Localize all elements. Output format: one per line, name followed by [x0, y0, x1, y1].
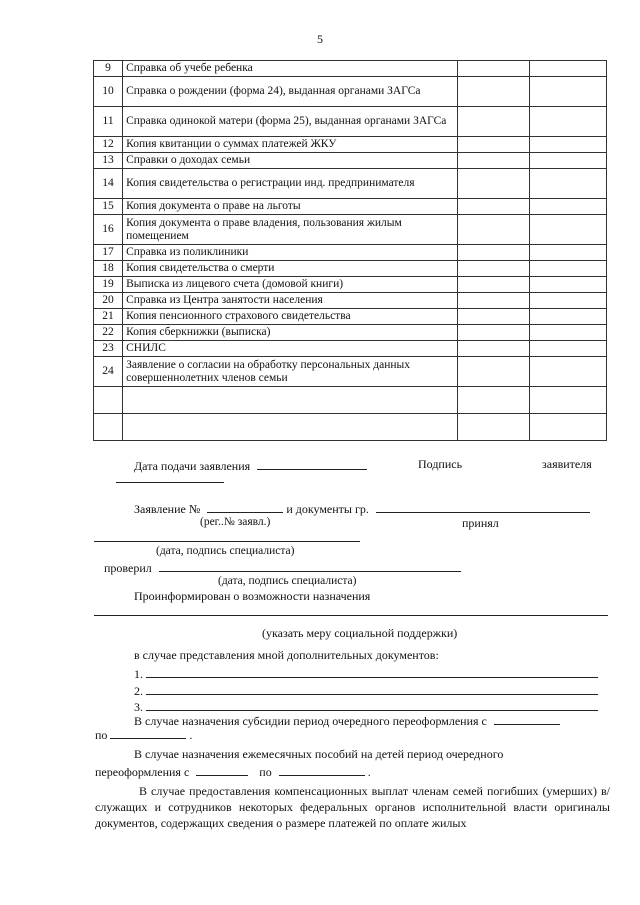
documents-table-body	[94, 61, 607, 441]
benefits-to-field[interactable]	[279, 763, 365, 776]
subsidy-from-field[interactable]	[494, 712, 560, 725]
check-cell[interactable]	[458, 387, 529, 414]
benefits-from-field[interactable]	[196, 763, 248, 776]
table-row	[94, 215, 607, 245]
date-sig-hint-2: (дата, подпись специалиста)	[218, 575, 357, 587]
subsidy-text: В случае назначения субсидии период очередного переоформления с	[134, 714, 487, 728]
reg-no-hint: (рег..№ заявл.)	[200, 516, 271, 528]
table-row	[94, 357, 607, 387]
table-row	[94, 153, 607, 169]
row-number: 22	[94, 325, 123, 341]
table-row	[94, 341, 607, 357]
check-cell[interactable]	[458, 61, 529, 77]
document-name: Копия документа о праве владения, пользования жилым помещением	[123, 215, 458, 245]
table-row	[94, 261, 607, 277]
row-number	[94, 387, 123, 414]
item-1-field[interactable]	[146, 665, 598, 678]
date-row	[134, 457, 367, 474]
subsidy-to-row	[95, 726, 192, 743]
row-number: 24	[94, 357, 123, 387]
application-row	[134, 500, 590, 517]
accepted-sign-field[interactable]	[94, 541, 360, 542]
checked-row	[104, 559, 461, 576]
document-name: Справка о рождении (форма 24), выданная органами ЗАГСа	[123, 77, 458, 107]
document-name: Копия сберкнижки (выписка)	[123, 325, 458, 341]
applicant-label: заявителя	[542, 457, 592, 471]
benefits-end: .	[367, 765, 371, 779]
row-number: 14	[94, 169, 123, 199]
note-cell[interactable]	[529, 414, 606, 441]
row-number: 11	[94, 107, 123, 137]
document-name: Справки о доходах семьи	[123, 153, 458, 169]
document-name: Копия свидетельства о регистрации инд. предпринимателя	[123, 169, 458, 199]
table-row	[94, 309, 607, 325]
note-cell[interactable]	[529, 137, 606, 153]
item-2-field[interactable]	[146, 682, 598, 695]
check-cell[interactable]	[458, 245, 529, 261]
note-cell[interactable]	[529, 277, 606, 293]
benefits-row	[95, 763, 371, 780]
row-number: 13	[94, 153, 123, 169]
row-number: 21	[94, 309, 123, 325]
check-cell[interactable]	[458, 277, 529, 293]
checked-label: проверил	[104, 561, 152, 575]
table-row	[94, 245, 607, 261]
check-cell[interactable]	[458, 77, 529, 107]
check-cell[interactable]	[458, 215, 529, 245]
item-2-label: 2.	[134, 684, 143, 698]
benefits-text-2: переоформления с	[95, 765, 190, 779]
note-cell[interactable]	[529, 215, 606, 245]
additional-docs-label: в случае представления мной дополнительных документов:	[134, 648, 439, 662]
document-name: Копия пенсионного страхового свидетельства	[123, 309, 458, 325]
item-3-label: 3.	[134, 700, 143, 714]
accepted-label: принял	[462, 516, 499, 530]
table-row	[94, 107, 607, 137]
document-name: Справка одинокой матери (форма 25), выданная органами ЗАГСа	[123, 107, 458, 137]
subsidy-to-field[interactable]	[110, 726, 186, 739]
table-row	[94, 169, 607, 199]
document-name: Справка об учебе ребенка	[123, 61, 458, 77]
note-cell[interactable]	[529, 387, 606, 414]
document-name: СНИЛС	[123, 341, 458, 357]
table-row	[94, 387, 607, 414]
check-cell[interactable]	[458, 357, 529, 387]
table-row	[94, 137, 607, 153]
signature-label: Подпись	[418, 457, 463, 471]
check-cell[interactable]	[458, 325, 529, 341]
check-cell[interactable]	[458, 293, 529, 309]
row-number: 9	[94, 61, 123, 77]
document-name: Заявление о согласии на обработку персональных данных совершеннолетних членов семьи	[123, 357, 458, 387]
documents-label: и документы гр.	[286, 502, 369, 516]
note-cell[interactable]	[529, 357, 606, 387]
table-row	[94, 277, 607, 293]
check-cell[interactable]	[458, 414, 529, 441]
document-name: Копия документа о праве на льготы	[123, 199, 458, 215]
table-row	[94, 77, 607, 107]
document-name: Копия свидетельства о смерти	[123, 261, 458, 277]
check-cell[interactable]	[458, 261, 529, 277]
check-cell[interactable]	[458, 341, 529, 357]
subsidy-row	[134, 712, 560, 729]
subsidy-end: .	[189, 728, 193, 742]
row-number: 23	[94, 341, 123, 357]
item-2-row	[134, 682, 598, 699]
informed-label: Проинформирован о возможности назначения	[134, 589, 371, 603]
support-hint: (указать меру социальной поддержки)	[262, 626, 458, 640]
row-number: 17	[94, 245, 123, 261]
note-cell[interactable]	[529, 77, 606, 107]
note-cell[interactable]	[529, 107, 606, 137]
support-measure-field[interactable]	[94, 615, 608, 616]
note-cell[interactable]	[529, 325, 606, 341]
row-number: 19	[94, 277, 123, 293]
row-number: 12	[94, 137, 123, 153]
note-cell[interactable]	[529, 293, 606, 309]
row-number: 16	[94, 215, 123, 245]
check-cell[interactable]	[458, 153, 529, 169]
note-cell[interactable]	[529, 153, 606, 169]
document-name: Справка из Центра занятости населения	[123, 293, 458, 309]
check-cell[interactable]	[458, 107, 529, 137]
document-name: Копия квитанции о суммах платежей ЖКУ	[123, 137, 458, 153]
table-row	[94, 293, 607, 309]
note-cell[interactable]	[529, 309, 606, 325]
note-cell[interactable]	[529, 341, 606, 357]
documents-table	[93, 60, 607, 441]
item-1-row	[134, 665, 598, 682]
table-row	[94, 61, 607, 77]
note-cell[interactable]	[529, 169, 606, 199]
compensation-paragraph: В случае предоставления компенсационных выплат членам семей погибших (умерших) в/служащих и сотрудников некоторых федеральных органов исполнительной власти оригиналы документов, содержащих сведения о размере платежей по оплате жилых	[95, 784, 610, 830]
benefits-text-1: В случае назначения ежемесячных пособий на детей период очередного	[134, 747, 504, 761]
table-row	[94, 325, 607, 341]
row-number	[94, 414, 123, 441]
check-cell[interactable]	[458, 137, 529, 153]
table-row	[94, 414, 607, 441]
citizen-name-field[interactable]	[376, 500, 590, 513]
subsidy-to-label: по	[95, 728, 108, 742]
benefits-to-label: по	[259, 765, 272, 779]
document-name	[123, 414, 458, 441]
check-cell[interactable]	[458, 309, 529, 325]
application-no-field[interactable]	[207, 500, 283, 513]
document-name: Справка из поликлиники	[123, 245, 458, 261]
note-cell[interactable]	[529, 199, 606, 215]
document-name: Выписка из лицевого счета (домовой книги)	[123, 277, 458, 293]
note-cell[interactable]	[529, 245, 606, 261]
check-cell[interactable]	[458, 199, 529, 215]
application-no-label: Заявление №	[134, 502, 201, 516]
check-cell[interactable]	[458, 169, 529, 199]
item-3-field[interactable]	[146, 698, 598, 711]
checked-sign-field[interactable]	[159, 559, 461, 572]
row-number: 18	[94, 261, 123, 277]
date-label: Дата подачи заявления	[134, 459, 251, 473]
document-name	[123, 387, 458, 414]
note-cell[interactable]	[529, 61, 606, 77]
row-number: 15	[94, 199, 123, 215]
table-row	[94, 199, 607, 215]
date-sig-hint-1: (дата, подпись специалиста)	[156, 545, 295, 557]
note-cell[interactable]	[529, 261, 606, 277]
item-1-label: 1.	[134, 667, 143, 681]
signature-field[interactable]	[116, 482, 224, 483]
row-number: 10	[94, 77, 123, 107]
page-number: 5	[317, 32, 323, 46]
row-number: 20	[94, 293, 123, 309]
date-field[interactable]	[257, 457, 367, 470]
